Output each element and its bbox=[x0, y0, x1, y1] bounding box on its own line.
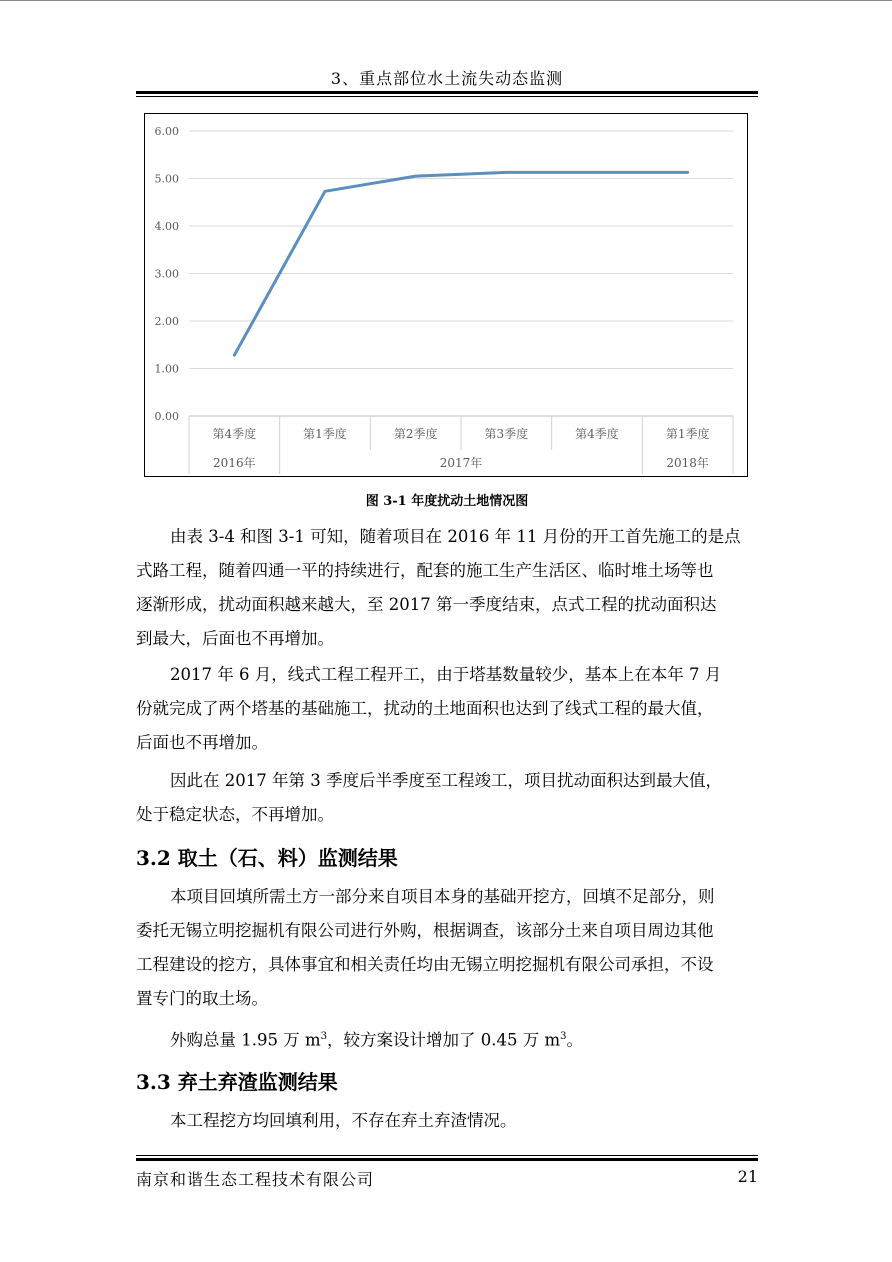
y-tick-label: 3.00 bbox=[154, 267, 179, 281]
figure-caption: 图 3-1 年度扰动土地情况图 bbox=[365, 494, 529, 509]
paragraph-2 bbox=[136, 658, 758, 760]
data-point bbox=[596, 171, 598, 173]
paragraph-line: 式路工程，随着四通一平的持续进行，配套的施工生产生活区、临时堆土场等也 bbox=[136, 561, 714, 580]
data-point bbox=[324, 190, 326, 192]
paragraph-line: 委托无锡立明挖掘机有限公司进行外购，根据调查，该部分土来自项目周边其他 bbox=[136, 921, 714, 940]
paragraph-line: 到最大，后面也不再增加。 bbox=[136, 629, 334, 648]
paragraph-3 bbox=[136, 764, 758, 832]
paragraph-line: 处于稳定状态，不再增加。 bbox=[136, 805, 334, 824]
paragraph-line: 本工程挖方均回填利用，不存在弃土弃渣情况。 bbox=[170, 1111, 517, 1130]
header-rule-thick bbox=[136, 91, 758, 94]
superscript-unit: 3 bbox=[560, 1031, 567, 1042]
header-rule-thin bbox=[136, 96, 758, 97]
paragraph-5 bbox=[136, 1020, 758, 1054]
x-tick-label: 第1季度 bbox=[303, 427, 347, 441]
purchase-text-c: 。 bbox=[566, 1030, 583, 1050]
y-tick-label: 5.00 bbox=[154, 172, 179, 186]
data-point bbox=[233, 354, 235, 356]
paragraph-line: 因此在 2017 年第 3 季度后半季度至工程竣工，项目扰动面积达到最大值， bbox=[170, 771, 722, 790]
x-tick-label: 第4季度 bbox=[212, 427, 257, 441]
paragraph-line: 份就完成了两个塔基的基础施工，扰动的土地面积也达到了线式工程的最大值， bbox=[136, 699, 714, 718]
paragraph-line: 本项目回填所需土方一部分来自项目本身的基础开挖方，回填不足部分，则 bbox=[170, 887, 715, 906]
x-tick-label: 第1季度 bbox=[665, 427, 710, 441]
paragraph-line: 后面也不再增加。 bbox=[136, 733, 268, 752]
page-number: 21 bbox=[737, 1167, 758, 1186]
series-line bbox=[234, 172, 687, 355]
y-tick-label: 4.00 bbox=[154, 220, 179, 233]
paragraph-line: 置专门的取土场。 bbox=[136, 989, 268, 1008]
footer-rule-thin bbox=[136, 1155, 758, 1156]
x-group-label: 2018年 bbox=[666, 456, 709, 470]
x-tick-label: 第3季度 bbox=[484, 427, 529, 441]
paragraph-line bbox=[136, 1020, 758, 1054]
paragraph-line: 工程建设的挖方，具体事宜和相关责任均由无锡立明挖掘机有限公司承担，不设 bbox=[136, 955, 714, 974]
paragraph-6 bbox=[136, 1104, 758, 1138]
x-group-label: 2016年 bbox=[213, 456, 256, 470]
x-group-label: 2017年 bbox=[439, 456, 483, 470]
y-tick-label: 0.00 bbox=[154, 410, 179, 423]
data-point bbox=[686, 171, 688, 173]
data-point bbox=[414, 175, 416, 177]
data-point bbox=[505, 171, 507, 173]
purchase-text-a: 外购总量 1.95 万 m bbox=[170, 1030, 321, 1050]
paragraph-line: 2017 年 6 月，线式工程工程开工，由于塔基数量较少，基本上在本年 7 月 bbox=[170, 665, 722, 684]
running-header: 3、重点部位水土流失动态监测 bbox=[330, 69, 564, 88]
page-top-border bbox=[0, 0, 892, 1]
paragraph-1 bbox=[136, 520, 758, 656]
y-tick-label: 1.00 bbox=[154, 362, 179, 376]
y-tick-label: 6.00 bbox=[154, 125, 179, 138]
y-tick-label: 2.00 bbox=[154, 315, 179, 328]
chart-frame bbox=[144, 113, 748, 477]
line-chart bbox=[145, 114, 747, 476]
paragraph-line: 由表 3-4 和图 3-1 可知，随着项目在 2016 年 11 月份的开工首先施工的是点 bbox=[170, 527, 741, 546]
footer-rule-thick bbox=[136, 1158, 758, 1161]
footer-company: 南京和谐生态工程技术有限公司 bbox=[136, 1170, 375, 1189]
x-tick-label: 第2季度 bbox=[393, 427, 438, 441]
purchase-text-b: ，较方案设计增加了 0.45 万 m bbox=[327, 1030, 561, 1050]
x-tick-label: 第4季度 bbox=[575, 427, 619, 441]
section-heading-3-2: 3.2 取土（石、料）监测结果 bbox=[136, 846, 398, 870]
superscript-unit: 3 bbox=[320, 1031, 327, 1042]
paragraph-4 bbox=[136, 880, 758, 1016]
section-heading-3-3: 3.3 弃土弃渣监测结果 bbox=[136, 1070, 338, 1094]
paragraph-line: 逐渐形成，扰动面积越来越大，至 2017 第一季度结束，点式工程的扰动面积达 bbox=[136, 595, 717, 614]
